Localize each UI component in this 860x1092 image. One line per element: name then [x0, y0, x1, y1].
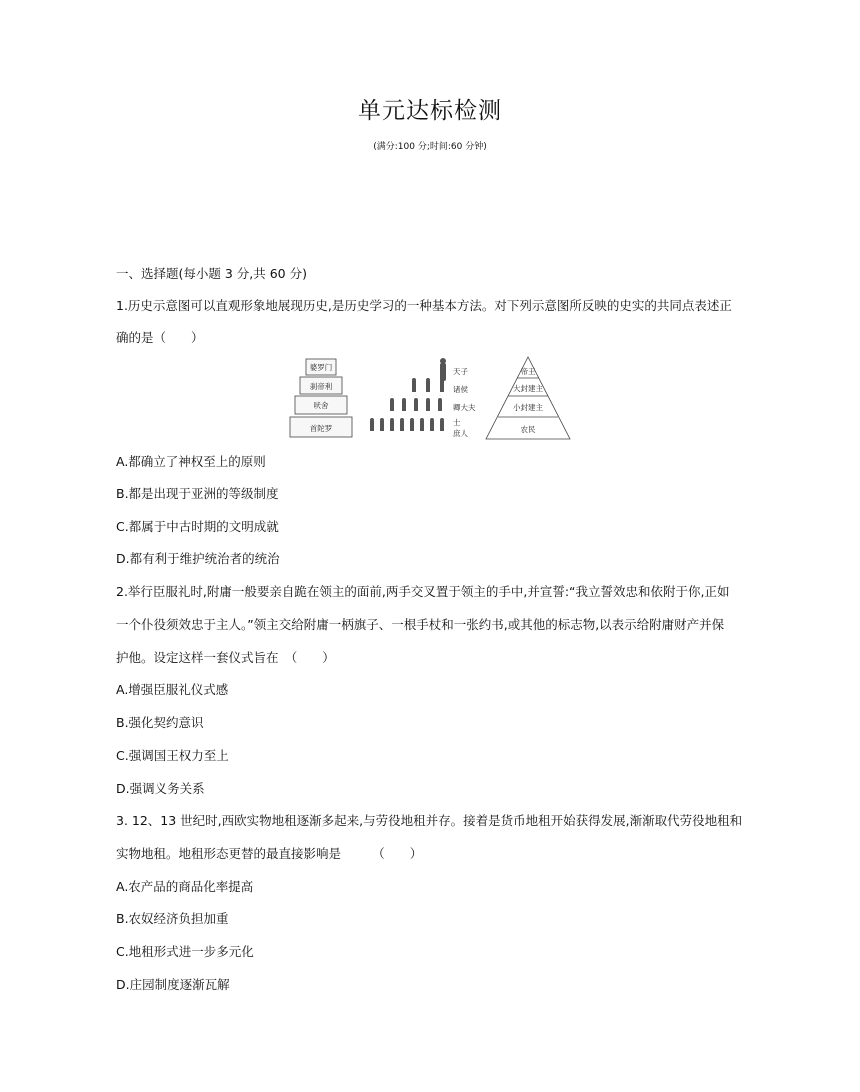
section-heading: 一、选择题(每小题 3 分,共 60 分): [116, 266, 307, 281]
zhou-label-tianzi: 天子: [453, 367, 468, 376]
page-title: 单元达标检测: [358, 98, 502, 124]
question-1-option-c: C.都属于中古时期的文明成就: [116, 519, 279, 534]
feudal-label-peasant: 农民: [520, 425, 536, 434]
question-2-stem-line-3: 护他。设定这样一套仪式旨在 （ ）: [116, 650, 335, 665]
question-1-figure: [288, 355, 574, 443]
page-subtitle: (满分:100 分;时间:60 分钟): [373, 142, 487, 152]
question-3-option-b: B.农奴经济负担加重: [116, 911, 229, 926]
zhou-row-2: [412, 378, 444, 392]
question-2-option-b: B.强化契约意识: [116, 715, 204, 730]
caste-label-brahmin: 婆罗门: [309, 363, 333, 372]
zhou-row-4: [370, 418, 444, 431]
caste-label-kshatriya: 刹帝利: [309, 382, 333, 391]
question-3-option-a: A.农产品的商品化率提高: [116, 879, 254, 894]
zhou-label-shuren: 庶人: [453, 429, 468, 438]
zhou-row-3: [390, 398, 442, 411]
question-1-option-a: A.都确立了神权至上的原则: [116, 454, 266, 469]
feudal-label-emperor: 帝王: [520, 367, 536, 376]
feudal-label-small-lord: 小封建主: [513, 403, 543, 412]
caste-label-shudra: 首陀罗: [309, 424, 333, 433]
question-2-stem-line-1: 2.举行臣服礼时,附庸一般要亲自跪在领主的面前,两手交叉置于领主的手中,并宣誓:“我立誓效忠和依附于你,正如: [116, 584, 730, 599]
feudal-label-great-lord: 大封建主: [513, 384, 543, 393]
question-1-option-b: B.都是出现于亚洲的等级制度: [116, 486, 279, 501]
zhou-figures: [370, 358, 446, 431]
question-2-stem-line-2: 一个仆役须效忠于主人。”领主交给附庸一柄旗子、一根手杖和一张约书,或其他的标志物,以表示给附庸财产并保: [116, 617, 725, 632]
question-3-stem-line-1: 3. 12、13 世纪时,西欧实物地租逐渐多起来,与劳役地租并存。接着是货币地租开始获得发展,渐渐取代劳役地租和: [116, 813, 743, 828]
question-3-option-c: C.地租形式进一步多元化: [116, 944, 254, 959]
zhou-label-qingdafu: 卿大夫: [453, 403, 476, 412]
question-1-stem-line-1: 1.历史示意图可以直观形象地展现历史,是历史学习的一种基本方法。对下列示意图所反映的史实的共同点表述正: [116, 298, 732, 313]
question-2-option-c: C.强调国王权力至上: [116, 748, 229, 763]
caste-label-vaishya: 吠舍: [313, 401, 329, 410]
zhou-label-shi: 士: [453, 418, 461, 427]
question-1-stem-line-2: 确的是（ ）: [116, 330, 204, 345]
question-1-option-d: D.都有利于维护统治者的统治: [116, 551, 280, 566]
question-3-stem-line-2: 实物地租。地租形态更替的最直接影响是 （ ）: [116, 846, 423, 861]
question-3-option-d: D.庄园制度逐渐瓦解: [116, 977, 230, 992]
question-2-option-a: A.增强臣服礼仪式感: [116, 682, 229, 697]
question-2-option-d: D.强调义务关系: [116, 781, 205, 796]
zhou-label-zhuhou: 诸侯: [453, 385, 468, 394]
